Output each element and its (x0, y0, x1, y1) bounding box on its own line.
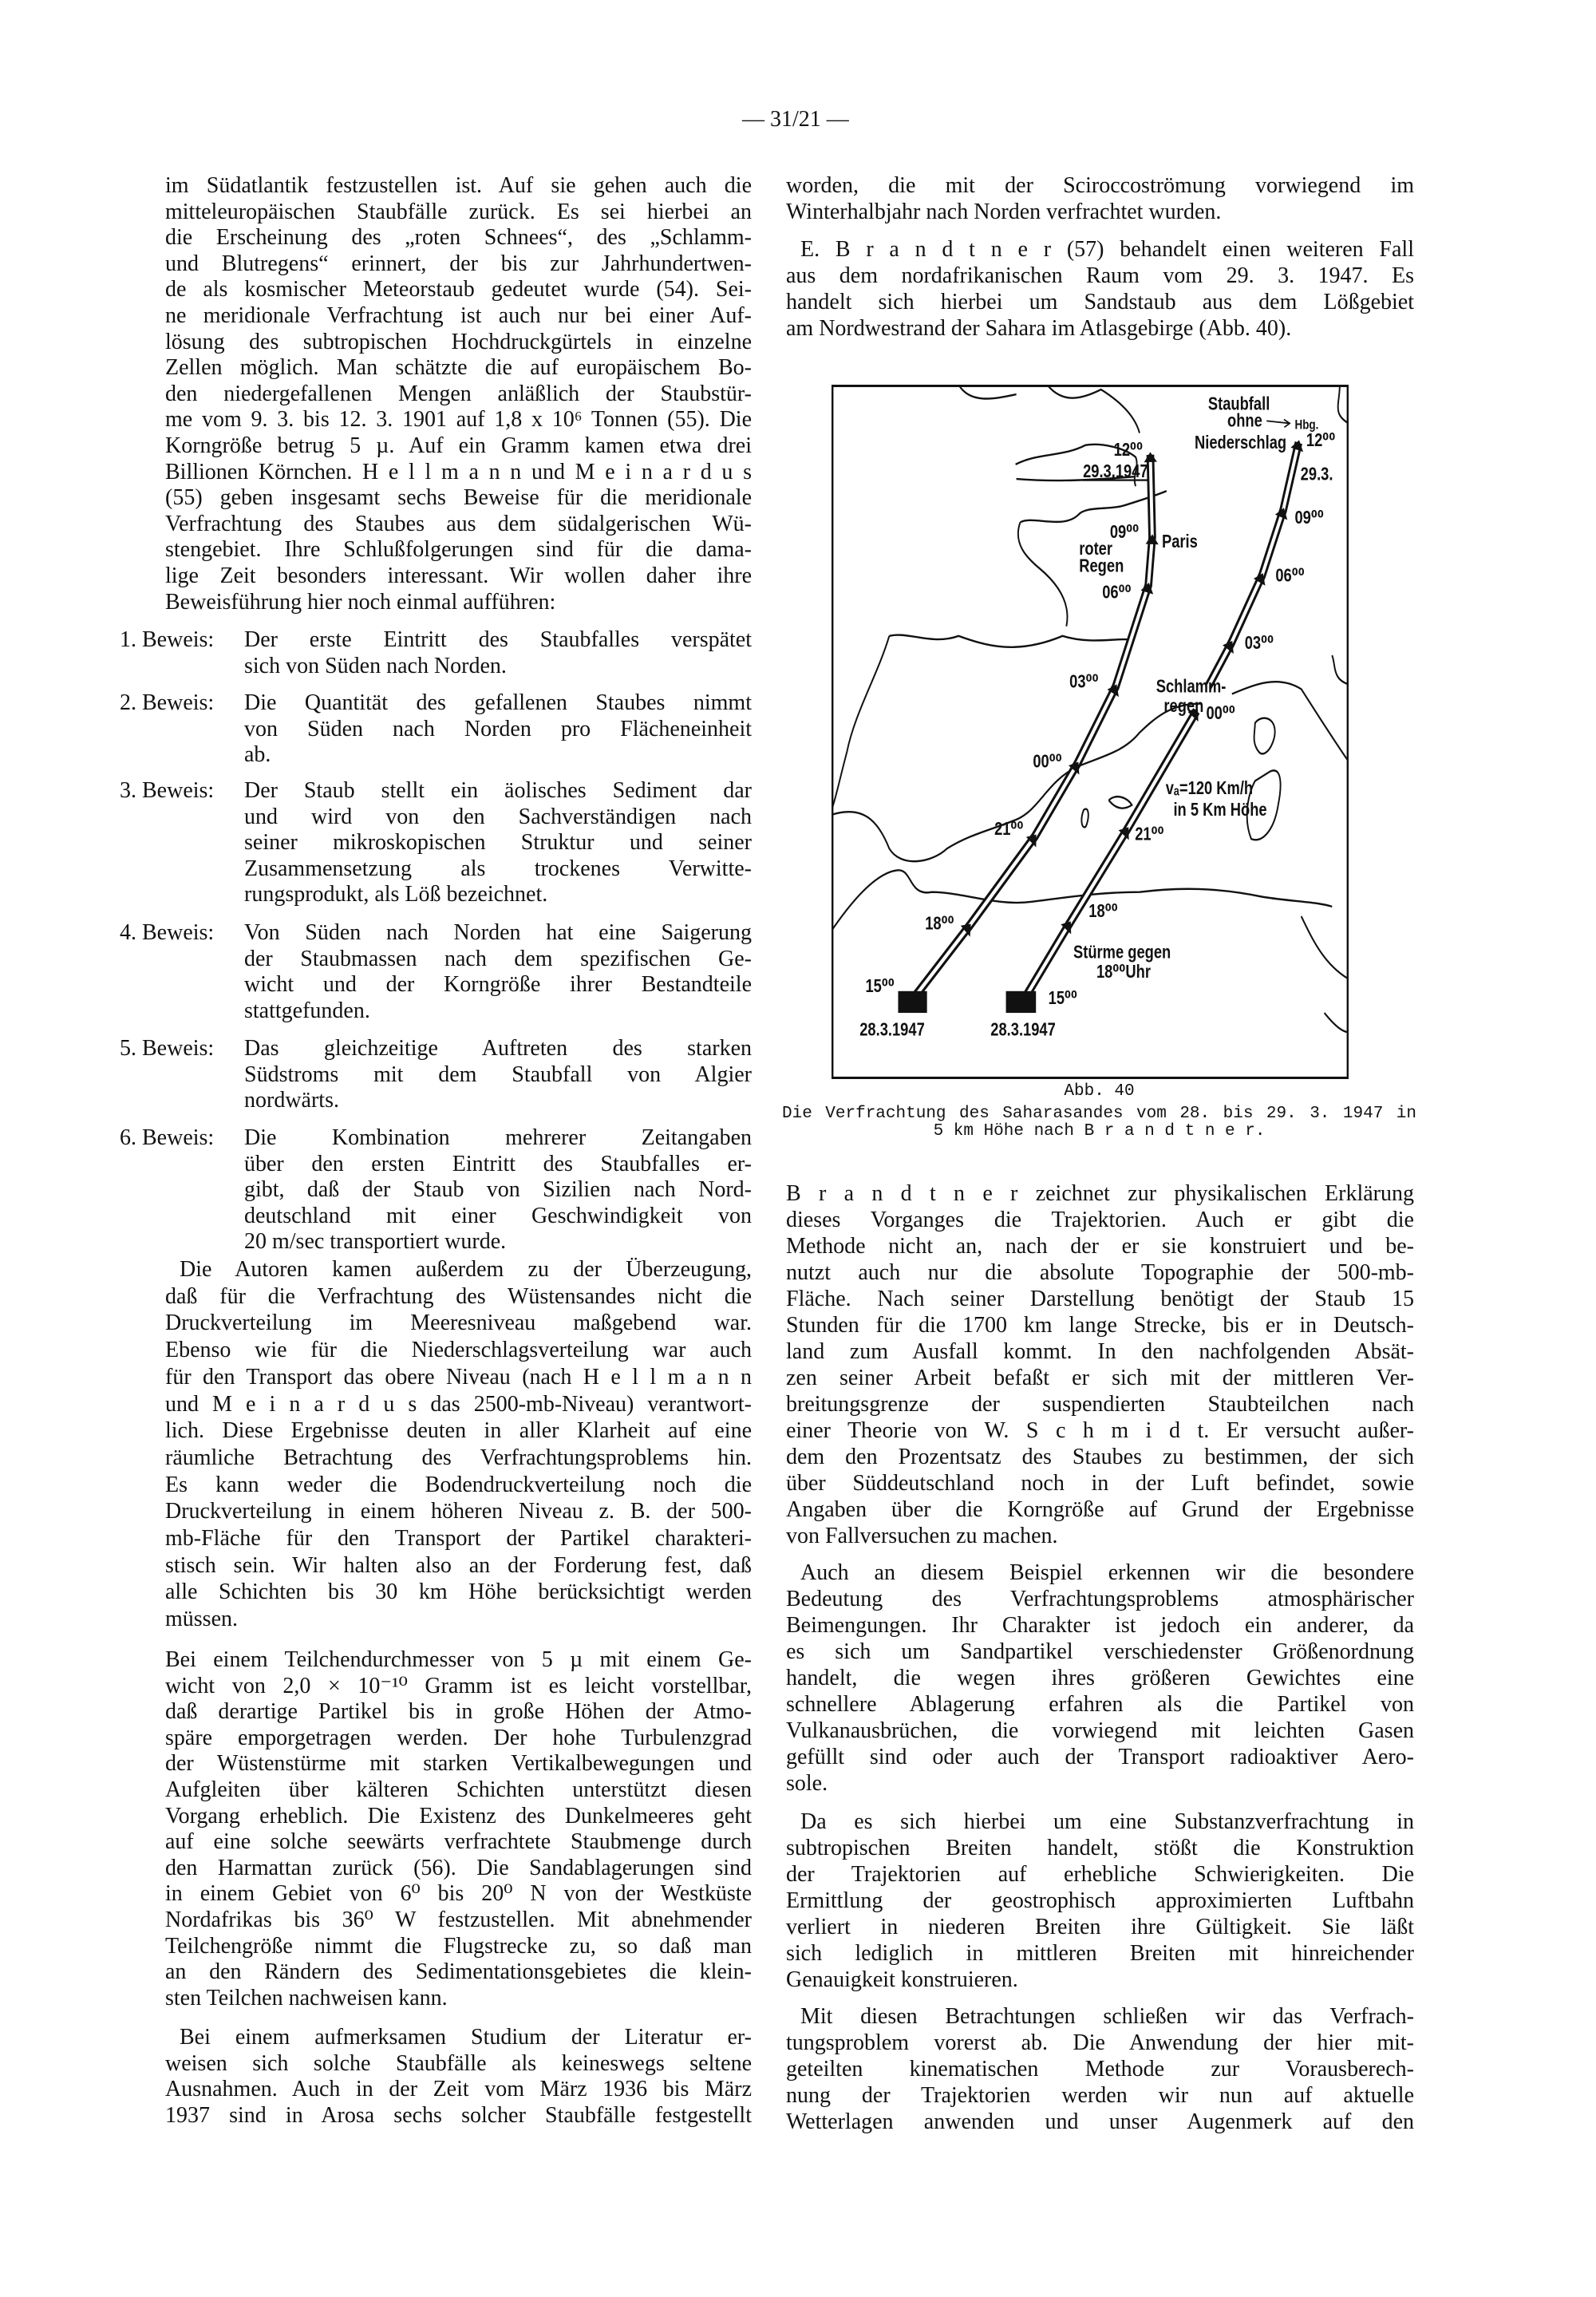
map-label: ohne (1227, 410, 1262, 432)
paragraph (786, 236, 1414, 342)
text-line: Zusammensetzung als trockenes Verwitte- (244, 856, 752, 881)
text-line: sich von Süden nach Norden. (244, 653, 507, 678)
map-label: 00⁰⁰ (1206, 703, 1235, 724)
text-line: verliert in niederen Breiten ihre Gültigkeit. Sie läßt (786, 1915, 1414, 1939)
text-line: lige Zeit besonders interessant. Wir wollen daher ihre (165, 563, 752, 588)
text-line: an den Rändern des Sedimentationsgebietes die klein- (165, 1959, 752, 1985)
text-line: Vulkanausbrüchen, die vorwiegend mit leichten Gasen (786, 1718, 1414, 1743)
text-line: 1937 sind in Arosa sechs solcher Staubfälle festgestellt (165, 2102, 752, 2128)
map-label: Regen (1079, 555, 1124, 576)
text-line: Auch an diesem Beispiel erkennen wir die besondere (800, 1560, 1414, 1585)
proof-text (244, 920, 752, 1024)
proof-text (244, 778, 752, 908)
text-line: Die Autoren kamen außerdem zu der Überzeugung, (180, 1257, 752, 1282)
text-line: dieses Vorganges die Trajektorien. Auch er gibt die (786, 1208, 1414, 1232)
text-line: am Nordwestrand der Sahara im Atlasgebirge (Abb. 40). (786, 316, 1292, 341)
text-line: den Harmattan zurück (56). Die Sandablagerungen sind (165, 1855, 752, 1880)
text-line: stattgefunden. (244, 998, 370, 1023)
text-line: wicht von 2,0 × 10⁻¹⁰ Gramm ist es leicht vorstellbar, (165, 1673, 752, 1698)
text-line: Wetterlagen anwenden und unser Augenmerk auf den (786, 2109, 1414, 2134)
text-line: sole. (786, 1771, 828, 1796)
map-label: 06⁰⁰ (1275, 565, 1305, 586)
text-line: Fläche. Nach seiner Darstellung benötigt der Staub 15 (786, 1287, 1414, 1311)
map-label: 12⁰⁰ (1113, 440, 1144, 461)
text-line: Die Quantität des gefallenen Staubes nimmt (244, 690, 752, 715)
text-line: sich lediglich in mittleren Breiten mit hinreichender (786, 1941, 1414, 1966)
text-line: für den Transport das obere Niveau (nach H e l l m a n n (165, 1364, 752, 1390)
text-line: subtropischen Breiten handelt, stößt die Konstruktion (786, 1836, 1414, 1860)
text-line: Korngröße betrug 5 µ. Auf ein Gramm kamen etwa drei (165, 433, 752, 458)
text-line: Genauigkeit konstruieren. (786, 1967, 1018, 1992)
text-line: späre emporgetragen werden. Der hohe Turbulenzgrad (165, 1725, 752, 1750)
text-line: nutzt auch nur die absolute Topographie der 500-mb- (786, 1260, 1414, 1285)
text-line: lich. Diese Ergebnisse deuten in aller Klarheit auf eine (165, 1418, 752, 1444)
text-line: von Süden nach Norden pro Flächeneinheit (244, 716, 752, 741)
text-line: Zellen möglich. Man schätzte die auf europäischem Bo- (165, 355, 752, 381)
text-line: die Erscheinung des „roten Schnees“, des „Schlamm- (165, 225, 752, 251)
figure-label: Abb. 40 (1064, 1082, 1135, 1101)
text-line: Bedeutung des Verfrachtungsproblems atmosphärischer (786, 1587, 1414, 1611)
text-line: Der Staub stellt ein äolisches Sediment dar (244, 778, 752, 803)
proof-label: 4. Beweis: (120, 920, 215, 945)
text-line: Nordafrikas bis 36⁰ W festzustellen. Mit abnehmender (165, 1907, 752, 1932)
text-line: rungsprodukt, als Löß bezeichnet. (244, 882, 548, 907)
text-line: der Trajektorien auf erhebliche Schwierigkeiten. Die (786, 1862, 1414, 1887)
text-line: alle Schichten bis 30 km Höhe berücksichtigt werden (165, 1579, 752, 1605)
text-line: Die Kombination mehrerer Zeitangaben (244, 1125, 752, 1150)
proof-text (244, 690, 752, 769)
text-line: B r a n d t n e r zeichnet zur physikalischen Erklärung (786, 1181, 1414, 1206)
text-line: Aufgleiten über kälteren Schichten unterstützt diesen (165, 1777, 752, 1802)
text-line: weisen sich solche Staubfälle als keineswegs seltene (165, 2050, 752, 2076)
proof-item (120, 1036, 752, 1114)
text-line: den niedergefallenen Mengen anläßlich der Staubstür- (165, 381, 752, 406)
text-line: gibt, daß der Staub von Sizilien nach Nord- (244, 1177, 752, 1202)
text-line: und Blutregens“ erinnert, der bis zur Jahrhundertwen- (165, 251, 752, 276)
map-label: Paris (1161, 532, 1198, 552)
text-line: wicht und der Korngröße ihrer Bestandteile (244, 972, 752, 997)
map-label: 03⁰⁰ (1244, 633, 1274, 654)
paragraph (165, 173, 752, 615)
start-marker (1006, 991, 1037, 1013)
map-label: 29.3. (1300, 464, 1333, 484)
text-line: von Fallversuchen zu machen. (786, 1524, 1058, 1548)
text-line: worden, die mit der Sciroccoströmung vorwiegend im (786, 173, 1414, 198)
text-line: Mit diesen Betrachtungen schließen wir das Verfrach- (800, 2004, 1414, 2029)
map-label: in 5 Km Höhe (1173, 800, 1267, 820)
map-label: 29.3.1947 (1083, 461, 1148, 482)
proof-label: 3. Beweis: (120, 778, 215, 803)
text-line: Beweisführung hier noch einmal aufführen: (165, 589, 556, 615)
text-line: Es kann weder die Bodendruckverteilung noch die (165, 1472, 752, 1497)
map-label: Niederschlag (1194, 433, 1287, 453)
text-line: me vom 9. 3. bis 12. 3. 1901 auf 1,8 x 10⁶ Tonnen (55). Die (165, 407, 752, 433)
proof-text (244, 1036, 752, 1114)
text-line: dem den Prozentsatz des Staubes zu bestimmen, der sich (786, 1445, 1414, 1469)
text-line: Der erste Eintritt des Staubfalles verspätet (244, 627, 752, 652)
paragraph (786, 1180, 1414, 1549)
proof-label: 1. Beweis: (120, 627, 215, 652)
paragraph (786, 1809, 1414, 1993)
text-line: daß für die Verfrachtung des Wüstensandes nicht die (165, 1283, 752, 1309)
page-number: — 31/21 — (742, 107, 849, 132)
text-line: der Staubmassen nach dem spezifischen Ge- (244, 946, 752, 971)
text-line: E. B r a n d t n e r (57) behandelt einen weiteren Fall (800, 237, 1414, 262)
text-line: aus dem nordafrikanischen Raum vom 29. 3. 1947. Es (786, 263, 1414, 288)
text-line: ab. (244, 742, 271, 767)
text-line: Da es sich hierbei um eine Substanzverfrachtung in (800, 1809, 1414, 1834)
text-line: Methode nicht an, nach der er sie konstruiert und be- (786, 1234, 1414, 1259)
proof-item (120, 690, 752, 769)
map-label: 09⁰⁰ (1109, 522, 1140, 543)
proof-text (244, 1125, 752, 1255)
map-label: Staubfall (1207, 393, 1270, 415)
paragraph (165, 2025, 752, 2129)
text-line: Druckverteilung in einem höheren Niveau z. B. der 500- (165, 1499, 752, 1524)
text-line: Beimengungen. Ihr Charakter ist jedoch ein anderer, da (786, 1613, 1414, 1638)
text-line: stisch sein. Wir halten also an der Forderung fest, daß (165, 1552, 752, 1578)
text-line: einer Theorie von W. S c h m i d t. Er versucht außer- (786, 1418, 1414, 1443)
map-label: 06⁰⁰ (1102, 582, 1132, 603)
text-line: Ermittlung der geostrophisch approximierten Luftbahn (786, 1888, 1414, 1913)
map-label: Stürme gegen (1073, 942, 1171, 963)
paragraph (165, 1647, 752, 2011)
text-line: stengebiet. Ihre Schlußfolgerungen sind für die dama- (165, 537, 752, 563)
text-line: auf eine solche seewärts verfrachtete Staubmenge durch (165, 1829, 752, 1855)
map-label: 28.3.1947 (859, 1019, 925, 1041)
text-line: Die Verfrachtung des Saharasandes vom 28. bis 29. 3. 1947 in (782, 1105, 1416, 1123)
text-line: Vorgang erheblich. Die Existenz des Dunkelmeeres geht (165, 1803, 752, 1829)
map-label: 15⁰⁰ (865, 976, 895, 997)
text-line: mb-Fläche für den Transport der Partikel charakteri- (165, 1526, 752, 1552)
text-line: im Südatlantik festzustellen ist. Auf sie gehen auch die (165, 173, 752, 198)
map-label: 18⁰⁰Uhr (1096, 961, 1151, 982)
text-line: deutschland mit einer Geschwindigkeit von (244, 1203, 752, 1228)
proof-item (120, 920, 752, 1024)
text-line: der Wüstenstürme mit starken Vertikalbewegungen und (165, 1751, 752, 1777)
text-line: daß derartige Partikel bis in große Höhen der Atmo- (165, 1699, 752, 1725)
map-label: 18⁰⁰ (925, 913, 954, 934)
text-line: es sich um Sandpartikel verschiedenster Größenordnung (786, 1639, 1414, 1664)
text-line: über den ersten Eintritt des Staubfalles er- (244, 1151, 752, 1176)
proof-label: 2. Beweis: (120, 690, 215, 715)
text-line: gefüllt sind oder auch der Transport radioaktiver Aero- (786, 1745, 1414, 1769)
text-line: ne meridionale Verfrachtung ist auch nur bei einer Auf- (165, 302, 752, 328)
proof-text (244, 627, 752, 679)
text-line: Winterhalbjahr nach Norden verfrachtet wurden. (786, 199, 1222, 224)
proof-label: 5. Beweis: (120, 1036, 215, 1061)
text-line: tungsproblem vorerst ab. Die Anwendung der hier mit- (786, 2030, 1414, 2055)
text-line: Ebenso wie für die Niederschlagsverteilung war auch (165, 1338, 752, 1363)
text-line: Teilchengröße nimmt die Flugstrecke zu, so daß man (165, 1933, 752, 1959)
map-label: Hbg. (1294, 417, 1319, 433)
text-line: Von Süden nach Norden hat eine Saigerung (244, 920, 752, 945)
map-label: 03⁰⁰ (1069, 671, 1099, 693)
proof-item (120, 627, 752, 679)
text-line: zen seiner Arbeit befaßt er sich mit der mittleren Ver- (786, 1366, 1414, 1390)
paragraph (786, 2003, 1414, 2135)
text-line: handelt sich hierbei um Sandstaub aus dem Lößgebiet (786, 290, 1414, 314)
map-label: 12⁰⁰ (1306, 429, 1336, 451)
text-line: land zum Ausfall kommt. In den nachfolgenden Absät- (786, 1339, 1414, 1364)
text-line: Verfrachtung des Staubes aus dem südalgerischen Wü- (165, 511, 752, 536)
map-label: 21⁰⁰ (1135, 824, 1164, 844)
text-line: geteilten kinematischen Methode zur Vorausberech- (786, 2057, 1414, 2082)
text-line: über Süddeutschland noch in der Luft befindet, sowie (786, 1471, 1414, 1496)
map-label: Schlamm- (1156, 676, 1227, 698)
figure-caption (782, 1105, 1416, 1141)
text-line: (55) geben insgesamt sechs Beweise für die meridionale (165, 485, 752, 511)
map-label: 15⁰⁰ (1048, 988, 1078, 1009)
text-line: lösung des subtropischen Hochdruckgürtels in einzelne (165, 329, 752, 354)
paragraph (786, 173, 1414, 225)
map-label: 09⁰⁰ (1294, 507, 1324, 528)
proof-item (120, 778, 752, 908)
text-line: Bei einem Teilchendurchmesser von 5 µ mit einem Ge- (165, 1647, 752, 1672)
map-label: regen (1163, 695, 1204, 717)
text-line: Südstroms mit dem Staubfall von Algier (244, 1062, 752, 1087)
text-line: nung der Trajektorien werden wir nun auf aktuelle (786, 2083, 1414, 2108)
text-line: breitungsgrenze der suspendierten Staubteilchen nach (786, 1392, 1414, 1417)
text-line: handelt, die wegen ihres größeren Gewichtes eine (786, 1666, 1414, 1690)
text-line: Druckverteilung im Meeresniveau maßgebend war. (165, 1311, 752, 1336)
paragraph (786, 1560, 1414, 1797)
text-line: seiner mikroskopischen Struktur und seiner (244, 830, 752, 855)
text-line: in einem Gebiet von 6⁰ bis 20⁰ N von der Westküste (165, 1881, 752, 1907)
text-line: und M e i n a r d u s das 2500-mb-Niveau) verantwort- (165, 1391, 752, 1417)
trajectory-map-figure (832, 385, 1349, 1079)
map-label: 28.3.1947 (990, 1019, 1056, 1041)
text-line: Bei einem aufmerksamen Studium der Literatur er- (180, 2025, 752, 2050)
start-marker (898, 991, 926, 1013)
text-line: mitteleuropäischen Staubfälle zurück. Es sei hierbei an (165, 199, 752, 224)
map-label: 18⁰⁰ (1088, 901, 1118, 922)
proof-item (120, 1125, 752, 1255)
text-line: de als kosmischer Meteorstaub gedeutet wurde (54). Sei- (165, 277, 752, 302)
text-line: Stunden für die 1700 km lange Strecke, bis er in Deutsch- (786, 1313, 1414, 1338)
text-line: nordwärts. (244, 1088, 339, 1113)
paragraph (165, 1256, 752, 1633)
text-line: 20 m/sec transportiert wurde. (244, 1229, 507, 1254)
text-line: müssen. (165, 1607, 238, 1632)
text-line: 5 km Höhe nach B r a n d t n e r. (933, 1122, 1266, 1141)
text-line: Das gleichzeitige Auftreten des starken (244, 1036, 752, 1061)
text-line: räumliche Betrachtung des Verfrachtungsproblems hin. (165, 1445, 752, 1470)
text-line: sten Teilchen nachweisen kann. (165, 1985, 448, 2010)
text-line: Angaben über die Korngröße auf Grund der Ergebnisse (786, 1497, 1414, 1522)
proof-label: 6. Beweis: (120, 1125, 215, 1150)
text-line: Ausnahmen. Auch in der Zeit vom März 1936 bis März (165, 2077, 752, 2102)
map-label: 21⁰⁰ (994, 819, 1024, 840)
map-label: 00⁰⁰ (1033, 751, 1062, 773)
text-line: schnellere Ablagerung erfahren als die Partikel von (786, 1692, 1414, 1717)
map-label: vₐ=120 Km/h (1165, 777, 1254, 799)
text-line: Billionen Körnchen. H e l l m a n n und M e i n a r d u s (165, 459, 752, 484)
map-label: roter (1079, 539, 1113, 559)
text-line: und wird von den Sachverständigen nach (244, 804, 752, 829)
